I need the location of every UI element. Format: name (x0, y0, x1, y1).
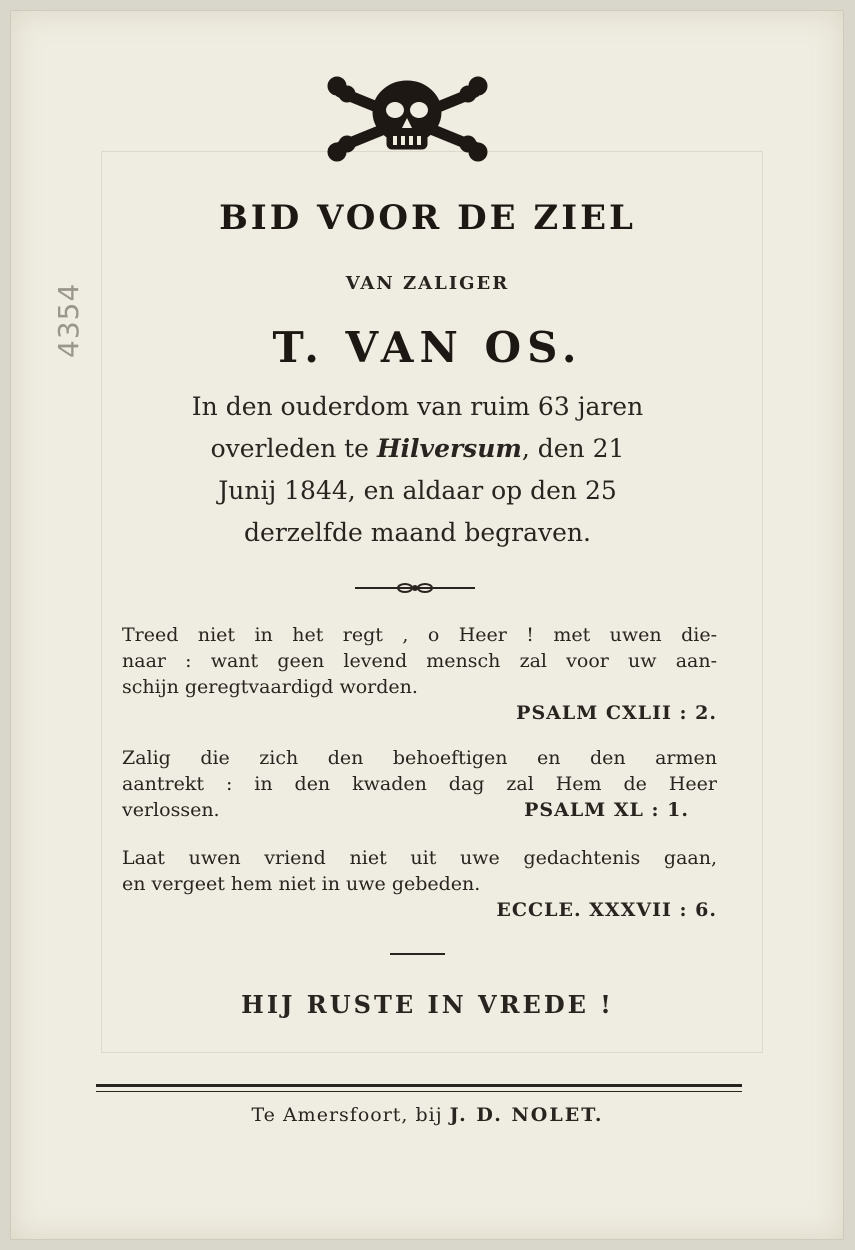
verse-line: aantrekt : in den kwaden dag zal Hem de Heer (122, 773, 717, 795)
short-divider (390, 953, 445, 955)
deceased-name: T. VAN OS. (272, 323, 583, 372)
verse-1 (122, 622, 717, 726)
ornament-divider (355, 580, 475, 596)
printer-imprint: Te Amersfoort, bij J. D. NOLET. (251, 1104, 604, 1126)
printer-name: J. D. NOLET. (449, 1104, 604, 1126)
skull-crossbones-icon (325, 72, 490, 162)
place-name: Hilversum (376, 434, 522, 463)
verse-line: verlossen. PSALM XL : 1. (122, 799, 689, 821)
heading: BID VOOR DE ZIEL (219, 198, 636, 238)
announcement-line: In den ouderdom van ruim 63 jaren (191, 392, 644, 421)
verse-line: Laat uwen vriend niet uit uwe gedachtenis gaan, (122, 847, 717, 869)
thin-rule (96, 1091, 742, 1092)
announcement (140, 386, 695, 554)
verse-line: naar : want geen levend mensch zal voor uw aan- (122, 650, 717, 672)
verse-reference: ECCLE. XXXVII : 6. (496, 899, 717, 921)
verse-2 (122, 745, 717, 823)
verse-line: schijn geregtvaardigd worden. (122, 676, 418, 698)
announcement-line: overleden te Hilversum, den 21 (210, 434, 625, 463)
subheading: VAN ZALIGER (345, 273, 510, 294)
verse-3 (122, 845, 717, 923)
closing-line: HIJ RUSTE IN VREDE ! (241, 990, 614, 1019)
announcement-line: derzelfde maand begraven. (244, 518, 591, 547)
verse-reference: PSALM CXLII : 2. (516, 702, 717, 724)
verse-line: Zalig die zich den behoeftigen en den armen (122, 747, 717, 769)
verse-line: en vergeet hem niet in uwe gebeden. (122, 873, 481, 895)
thick-rule (96, 1084, 742, 1087)
verse-line: Treed niet in het regt , o Heer ! met uwen die- (122, 624, 717, 646)
verse-reference: PSALM XL : 1. (524, 799, 689, 821)
announcement-line: Junij 1844, en aldaar op den 25 (218, 476, 617, 505)
